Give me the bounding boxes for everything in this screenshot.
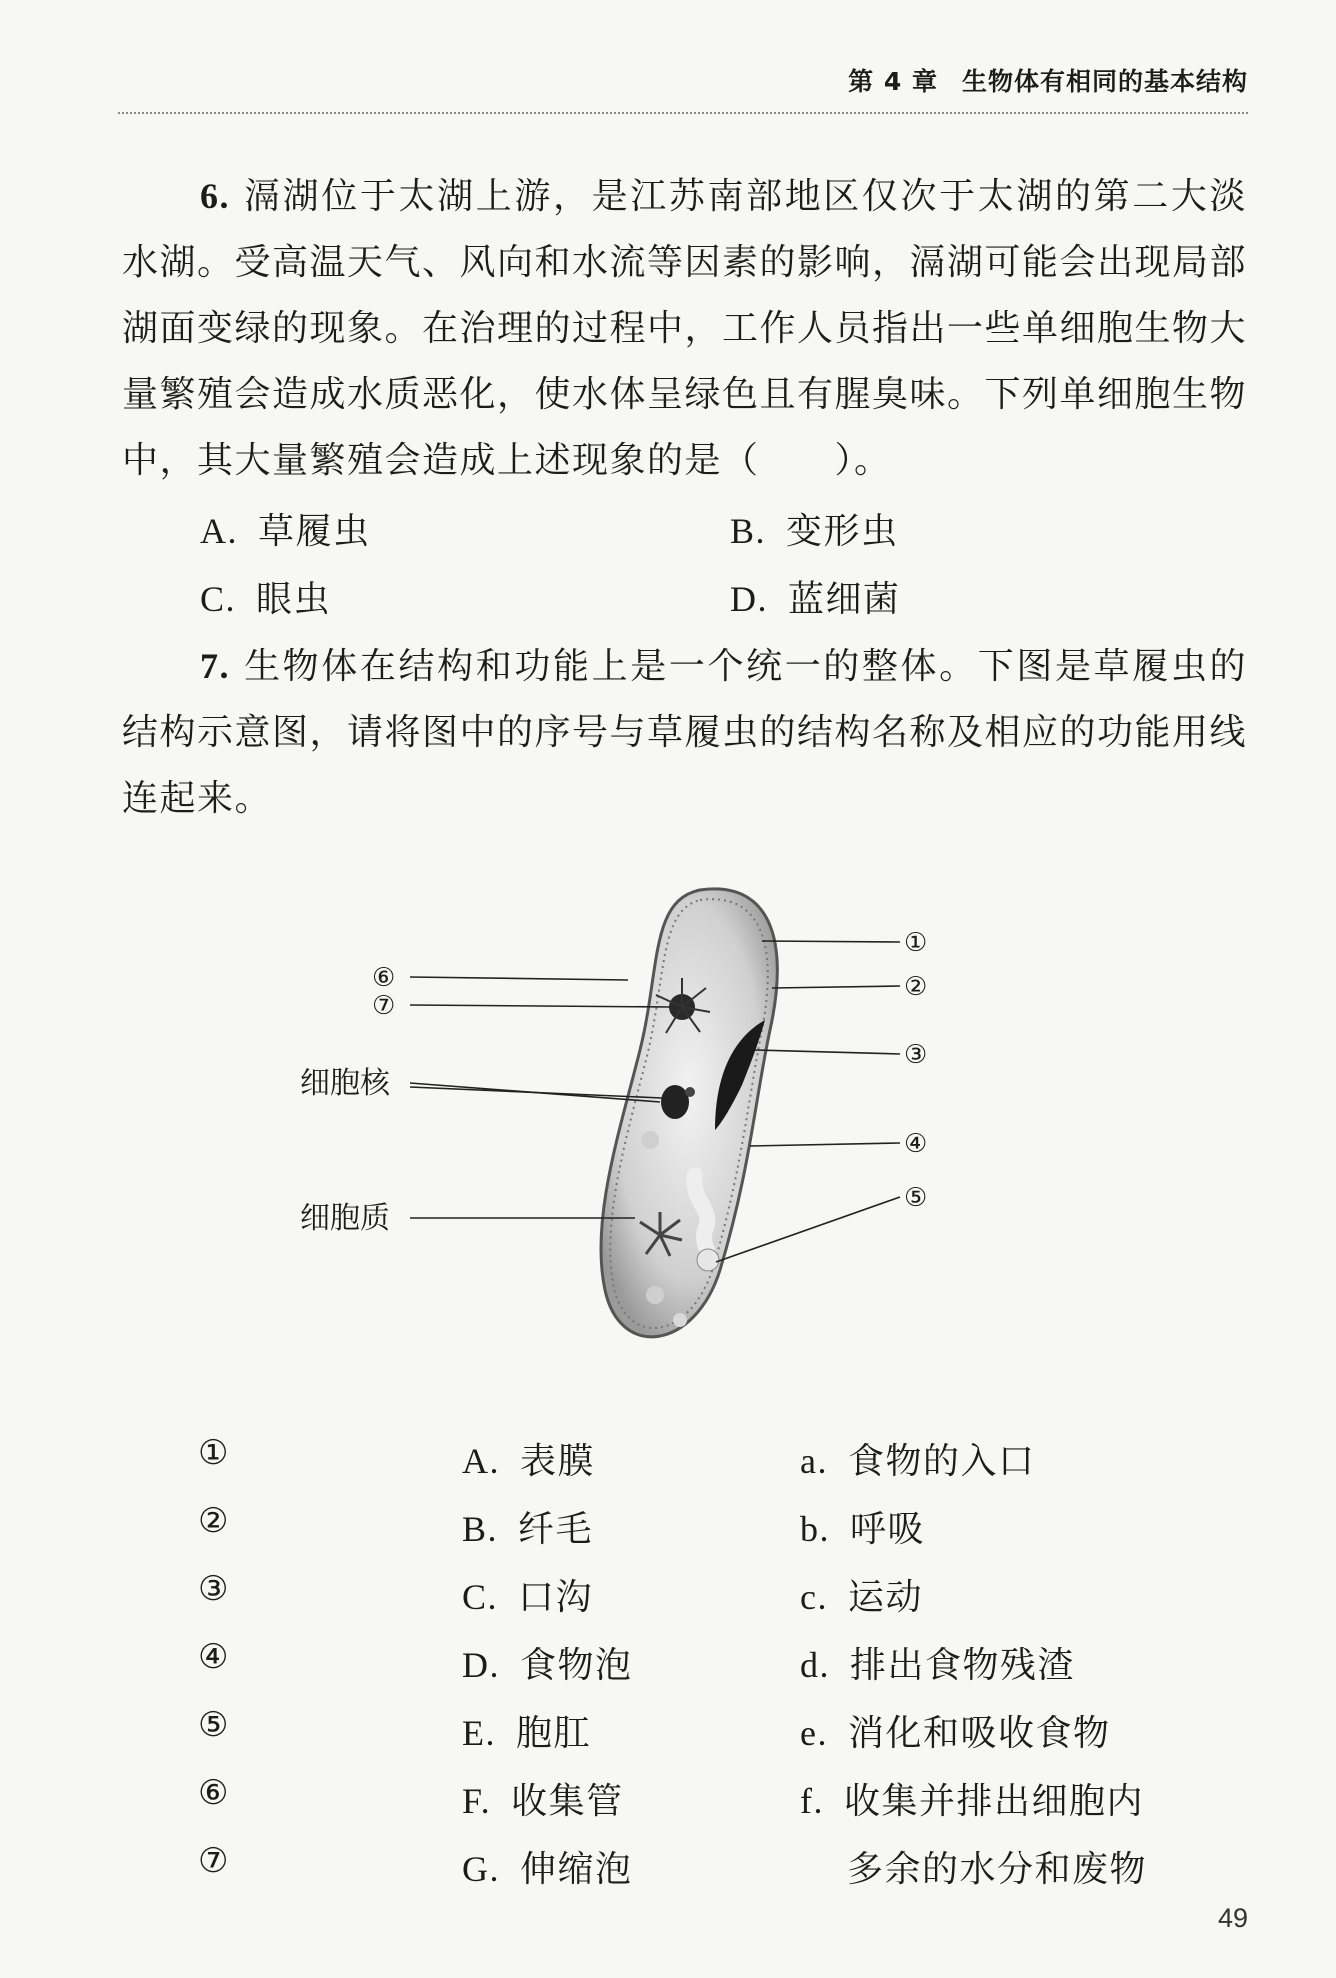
option-b: B. 变形虫 — [730, 511, 899, 552]
function-item: b. 呼吸 — [800, 1509, 926, 1550]
diagram-label-6: ⑥ — [372, 963, 396, 993]
question-6-number: 6. — [200, 176, 230, 216]
question-7 — [122, 633, 1247, 832]
chapter-header — [118, 62, 1248, 98]
structure-item: F. 收集管 — [462, 1781, 624, 1822]
question-6-text: 滆湖位于太湖上游，是江苏南部地区仅次于太湖的第二大淡水湖。受高温天气、风向和水流等因素的影响，滆湖可能会出现局部湖面变绿的现象。在治理的过程中，工作人员指出一些单细胞生物大量繁殖会造成水质恶化，使水体呈绿色且有腥臭味。下列单细胞生物中，其大量繁殖会造成上述现象的是（ ）。 — [122, 176, 1248, 481]
paramecium-body — [601, 889, 777, 1337]
match-number: ⑤ — [198, 1705, 230, 1745]
option-c: C. 眼虫 — [200, 579, 332, 620]
option-a: A. 草履虫 — [200, 511, 371, 552]
diagram-label-cytoplasm: 细胞质 — [300, 1201, 390, 1236]
function-item: d. 排出食物残渣 — [800, 1645, 1076, 1686]
structure-item: A. 表膜 — [462, 1441, 596, 1482]
chapter-number: 第 4 章 — [848, 67, 938, 96]
diagram-label-2: ② — [904, 972, 928, 1002]
structure-item: D. 食物泡 — [462, 1645, 633, 1686]
paramecium-diagram — [300, 870, 990, 1390]
page-number: 49 — [1217, 1903, 1248, 1933]
function-item-continuation: 多余的水分和废物 — [847, 1849, 1148, 1890]
function-item: f. 收集并排出细胞内 — [800, 1781, 1145, 1822]
chapter-title: 生物体有相同的基本结构 — [961, 67, 1248, 96]
diagram-label-7: ⑦ — [372, 991, 396, 1021]
header-divider — [118, 112, 1248, 114]
match-number: ① — [198, 1433, 230, 1473]
match-number: ⑦ — [198, 1841, 230, 1881]
diagram-label-1: ① — [904, 928, 928, 958]
function-item: a. 食物的入口 — [800, 1441, 1036, 1482]
match-number: ② — [198, 1501, 230, 1541]
nucleus — [661, 1085, 689, 1119]
function-item: c. 运动 — [800, 1577, 923, 1618]
structure-item: C. 口沟 — [462, 1577, 594, 1618]
structure-item: E. 胞肛 — [462, 1713, 592, 1754]
diagram-label-nucleus: 细胞核 — [300, 1066, 390, 1101]
diagram-label-4: ④ — [904, 1129, 928, 1159]
question-6 — [122, 163, 1247, 494]
match-number: ⑥ — [198, 1773, 230, 1813]
diagram-label-5: ⑤ — [904, 1183, 928, 1213]
structure-item: B. 纤毛 — [462, 1509, 594, 1550]
question-7-number: 7. — [200, 646, 230, 686]
function-item: e. 消化和吸收食物 — [800, 1713, 1111, 1754]
match-number: ④ — [198, 1637, 230, 1677]
diagram-label-3: ③ — [904, 1040, 928, 1070]
match-number: ③ — [198, 1569, 230, 1609]
question-7-text: 生物体在结构和功能上是一个统一的整体。下图是草履虫的结构示意图，请将图中的序号与草履虫的结构名称及相应的功能用线连起来。 — [122, 646, 1248, 819]
structure-item: G. 伸缩泡 — [462, 1849, 633, 1890]
option-d: D. 蓝细菌 — [730, 579, 901, 620]
